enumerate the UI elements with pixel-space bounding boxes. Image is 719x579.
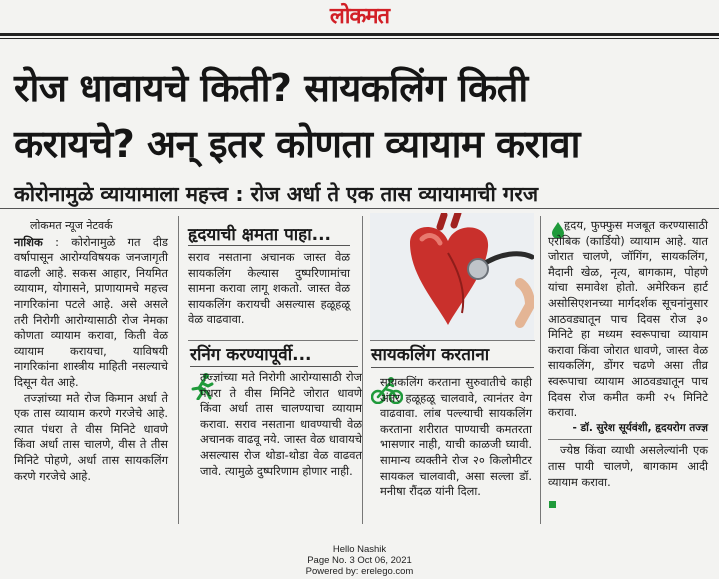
main-article-column bbox=[14, 218, 168, 484]
aerobic-paragraph: हृदय, फुफ्फुस मजबूत करण्यासाठी एरोबिक (कार्डियो) व्यायाम आहे. यात जोरात चालणे, जॉगिंग, सायकलिंग, मैदानी खेळ, नृत्य, बागकाम, पोहणे यांचा समावेश होतो. अमेरिकन हार्ट असोसिएशनच्या मार्गदर्शक सूचनांनुसार आठवड्यातून पाच दिवस रोज ३० मिनिटे हा मध्यम स्वरूपाचा व्यायाम करावा किंवा जोरात धावणे, जास्त वेळ सायकलिंग, डोंगर चढणे असा तीव्र स्वरूपाचा व्यायाम आठवड्यातून पाच दिवस रोज कमीत कमी २५ मिनिटे करावा. bbox=[548, 218, 708, 420]
cycling-text: सायकलिंग करताना सुरुवातीचे काही अंतर हळूहळू चालवावे, त्यानंतर वेग वाढवावा. लांब पल्ल्याची सायकलिंग करताना शरीरात पाण्याची कमतरता भासणार नाही, याची काळजी घ्यावी. सामान्य व्यक्तीने रोज २० किलोमीटर सायकल चालवावी, असा सल्ला डॉ. मनीषा रौंदळ यांनी दिला. bbox=[380, 375, 532, 499]
page-footer bbox=[0, 544, 719, 577]
byline: लोकमत न्यूज नेटवर्क bbox=[30, 219, 113, 232]
before-running-text: तज्ज्ञांच्या मते निरोगी आरोग्यासाठी रोज पंधरा ते वीस मिनिटे जोरात धावणे किंवा अर्धा तास चालण्याचा व्यायाम करावा. सराव नसताना धावण्याची वेळ अचानक वाढवू नये. जास्त वेळ धावायचे असल्यास रोज थोडा-थोडा वेळ वाढवत जावे. त्यामुळे दुष्परिणाम होणार नाही. bbox=[200, 370, 362, 478]
heading-underline-1 bbox=[188, 245, 350, 246]
headline bbox=[14, 60, 714, 172]
masthead bbox=[0, 4, 719, 28]
powered-by-link[interactable]: Powered by: erelego.com bbox=[305, 566, 414, 577]
heart-icon bbox=[370, 213, 534, 340]
signature-rule bbox=[548, 439, 708, 440]
edition-name: Hello Nashik bbox=[332, 544, 387, 555]
doctor-signature: - डॉ. सुरेश सूर्यवंशी, हृदयरोग तज्ज्ञ bbox=[572, 421, 708, 434]
heading-underline-3 bbox=[371, 367, 534, 368]
masthead-rule bbox=[0, 33, 719, 36]
heading-underline-2 bbox=[190, 366, 358, 367]
article-paragraph-2: तज्ज्ञांच्या मते रोज किमान अर्धा ते एक तास व्यायाम करणे गरजेचे आहे. त्यात पंधरा ते वीस मिनिटे धावणे किंवा अर्धा तास चालणे, वीस ते तीस मिनिटे पोहणे, अर्धा तास सायकलिंग करणे गरजेचे आहे. bbox=[14, 390, 168, 483]
column-divider-3 bbox=[540, 216, 541, 524]
subheadline: कोरोनामुळे व्यायामाला महत्त्व : रोज अर्धा ते एक तास व्यायामाची गरज bbox=[14, 182, 539, 206]
masthead-rule-thin bbox=[0, 38, 719, 39]
column-divider-1 bbox=[178, 216, 179, 524]
section-rule-3 bbox=[370, 340, 535, 341]
before-running-heading: रनिंग करण्यापूर्वी... bbox=[190, 345, 312, 365]
aerobic-exercise-column bbox=[548, 218, 708, 490]
dateline: नाशिक bbox=[14, 234, 43, 249]
elderly-advice-paragraph: ज्येष्ठ किंवा व्याधी असलेल्यांनी एक तास पायी चालणे, बागकाम आदी व्यायाम करावा. bbox=[548, 443, 708, 489]
heart-capacity-text: सराव नसताना अचानक जास्त वेळ सायकलिंग केल्यास दुष्परिणामांचा सामना करावा लागू शकतो. जास्त वेळ सायकलिंग करायची असल्यास हळूहळू वेळ वाढवावा. bbox=[188, 250, 350, 327]
headline-line-1: रोज धावायचे किती? सायकलिंग किती bbox=[14, 66, 528, 110]
heart-capacity-heading: हृदयाची क्षमता पाहा... bbox=[188, 225, 331, 245]
page-number-date: Page No. 3 Oct 06, 2021 bbox=[307, 555, 412, 566]
cycling-heading: सायकलिंग करताना bbox=[371, 345, 490, 365]
section-rule-2 bbox=[188, 340, 358, 341]
article-paragraph-1: : कोरोनामुळे गत दीड वर्षापासून आरोग्यविषयक जनजागृती वाढली आहे. सकस आहार, नियमित व्यायाम, योगासने, प्राणायामचे महत्त्व नागरिकांना पटले आहे. असे असले तरी निरोगी आरोग्यासाठी रोज नेमका कोणता व्यायाम करावा, किती वेळ व्यायाम करायचा, याविषयी नागरिकांना शास्त्रीय माहिती नसल्याचे दिसून येत आहे. bbox=[14, 234, 168, 389]
lokmat-logo: लोकमत bbox=[329, 3, 390, 29]
column-divider-2 bbox=[362, 216, 363, 524]
subheadline-rule bbox=[0, 208, 719, 209]
heart-stethoscope-illustration bbox=[370, 213, 534, 340]
headline-line-2: करायचे? अन् इतर कोणता व्यायाम करावा bbox=[14, 122, 580, 166]
square-bullet-icon bbox=[549, 500, 557, 510]
